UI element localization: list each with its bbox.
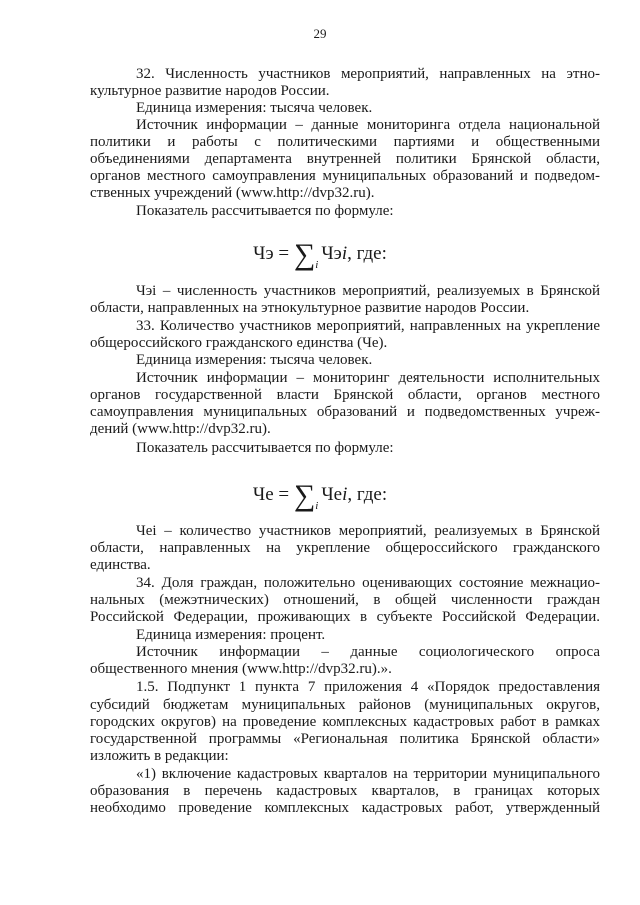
text-line: городских округов) на проведение комплексных кадастровых работ в рамках <box>90 714 600 730</box>
formula-equals: = <box>278 484 290 505</box>
text-line: Единица измерения: процент. <box>136 627 326 643</box>
text-line: 33. Количество участников мероприятий, направленных на укрепление <box>136 318 600 334</box>
sum-index: i <box>315 500 319 512</box>
text-line: нальных (межэтнических) отношений, в общей численности граждан <box>90 592 600 608</box>
text-line: государственной программы «Региональная политика Брянской области» <box>90 731 600 747</box>
text-line: необходимо проведение комплексных кадастровых работ, утвержденный <box>90 800 600 816</box>
text-line: Показатель рассчитывается по формуле: <box>136 203 394 219</box>
text-line: образования в перечень кадастровых кварталов, в границах которых <box>90 783 600 799</box>
text-line: Чеi – количество участников мероприятий, реализуемых в Брянской <box>136 523 600 539</box>
text-line: 34. Доля граждан, положительно оценивающих состояние межнацио- <box>136 575 600 591</box>
formula-term-index: i <box>341 243 348 264</box>
text-line: Источник информации – данные мониторинга отдела национальной <box>136 117 600 133</box>
text-line: единства. <box>90 557 151 573</box>
page-number: 29 <box>313 26 327 41</box>
sum-symbol: ∑ <box>293 479 316 512</box>
formula-term: Чэ <box>321 243 342 264</box>
text-line: субсидий бюджетам муниципальных районов (муниципальных округов, <box>90 697 600 713</box>
text-line: дений (www.http://dvp32.ru). <box>90 421 271 437</box>
text-line: органов местного самоуправления муниципальных образований и подведом- <box>90 168 600 184</box>
text-line: Источник информации – данные социологического опроса <box>136 644 600 660</box>
sum-symbol: ∑ <box>293 238 316 271</box>
text-line: Источник информации – мониторинг деятельности исполнительных <box>136 370 600 386</box>
formula-equals: = <box>278 243 290 264</box>
text-line: Российской Федерации, проживающих в субъекте Российской Федерации. <box>90 609 600 625</box>
text-line: Единица измерения: тысяча человек. <box>136 352 373 368</box>
formula-term-index: i <box>342 484 348 505</box>
text-line: Чэi – численность участников мероприятий, реализуемых в Брянской <box>136 283 600 299</box>
text-line: органов государственной власти Брянской области, органов местного <box>90 387 600 403</box>
formula-tail: , где: <box>347 484 388 505</box>
formula-che-total <box>0 238 640 272</box>
formula-tail: , где: <box>347 243 387 264</box>
text-line: культурное развитие народов России. <box>90 83 330 99</box>
text-line: 1.5. Подпункт 1 пункта 7 приложения 4 «Порядок предоставления <box>136 679 600 695</box>
sum-index: i <box>315 259 319 271</box>
text-line: изложить в редакции: <box>90 748 229 764</box>
formula-lhs: Чэ <box>253 243 274 264</box>
text-line: области, направленных на укрепление общероссийского гражданского <box>90 540 600 556</box>
text-line: Единица измерения: тысяча человек. <box>136 100 373 116</box>
text-line: самоуправления муниципальных образований и подведомственных учреж- <box>90 404 600 420</box>
text-line: «1) включение кадастровых кварталов на территории муниципального <box>136 766 600 782</box>
text-line: политики и работы с политическими партиями и общественными <box>90 134 600 150</box>
text-line: ственных учреждений (www.http://dvp32.ru). <box>90 185 375 201</box>
formula-che-unity <box>0 479 640 513</box>
text-line: общероссийского гражданского единства (Че). <box>90 335 388 351</box>
formula-term: Че <box>321 484 343 505</box>
text-line: Показатель рассчитывается по формуле: <box>136 440 394 456</box>
formula-lhs: Че <box>252 484 274 505</box>
text-line: 32. Численность участников мероприятий, направленных на этно- <box>136 66 600 82</box>
text-line: объединениями департамента внутренней политики Брянской области, <box>90 151 600 167</box>
text-line: общественного мнения (www.http://dvp32.ru).». <box>90 661 392 677</box>
text-line: области, направленных на этнокультурное развитие народов России. <box>90 300 530 316</box>
